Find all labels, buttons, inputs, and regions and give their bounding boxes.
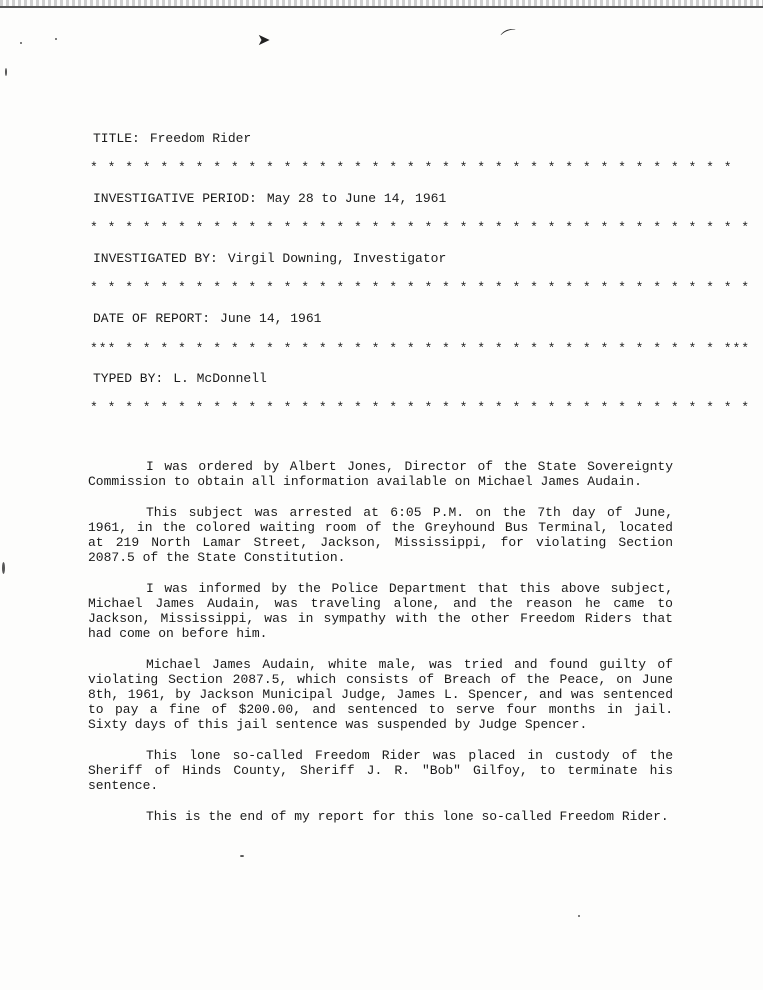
typed-by-field bbox=[93, 371, 267, 386]
separator-row: * * * * * * * * * * * * * * * * * * * * * * * * * * * * * * * * * * * * * * bbox=[90, 280, 751, 295]
separator-row: * * * * * * * * * * * * * * * * * * * * * * * * * * * * * * * * * * * * * bbox=[90, 160, 733, 175]
investigative-period-label: INVESTIGATIVE PERIOD: bbox=[93, 191, 257, 206]
typed-by-label: TYPED BY: bbox=[93, 371, 164, 386]
date-of-report-value: June 14, 1961 bbox=[220, 311, 322, 326]
report-paragraph: I was ordered by Albert Jones, Director of the State Sovereignty Commission to obtain all information available on Michael James Audain. bbox=[88, 459, 673, 489]
date-of-report-label: DATE OF REPORT: bbox=[93, 311, 211, 326]
page-top-edge bbox=[0, 0, 763, 8]
scan-mark-right: ⌒ bbox=[499, 25, 521, 50]
investigated-by-field bbox=[93, 251, 446, 266]
report-paragraph: This lone so-called Freedom Rider was placed in custody of the Sheriff of Hinds County, Sheriff J. R. "Bob" Gilfoy, to terminate his sentence. bbox=[88, 748, 673, 793]
investigated-by-label: INVESTIGATED BY: bbox=[93, 251, 218, 266]
scan-speck bbox=[5, 68, 7, 76]
report-paragraph: This is the end of my report for this lone so-called Freedom Rider. bbox=[146, 809, 669, 824]
scan-speck bbox=[2, 562, 5, 574]
investigative-period-field bbox=[93, 191, 446, 206]
investigated-by-value: Virgil Downing, Investigator bbox=[227, 251, 447, 266]
separator-row: * * * * * * * * * * * * * * * * * * * * * * * * * * * * * * * * * * * * * * bbox=[90, 400, 751, 415]
scan-speck bbox=[20, 42, 22, 44]
scan-speck bbox=[578, 915, 580, 917]
title-value: Freedom Rider bbox=[149, 131, 252, 146]
title-field bbox=[93, 131, 251, 146]
title-label: TITLE: bbox=[93, 131, 140, 146]
separator-row: *** * * * * * * * * * * * * * * * * * * * * * * * * * * * * * * * * * * *** bbox=[90, 341, 751, 356]
report-body bbox=[88, 459, 673, 840]
typed-by-value: L. McDonnell bbox=[173, 371, 267, 386]
separator-row: * * * * * * * * * * * * * * * * * * * * * * * * * * * * * * * * * * * * * * bbox=[90, 220, 751, 235]
scan-speck bbox=[240, 855, 244, 857]
report-paragraph: Michael James Audain, white male, was tried and found guilty of violating Section 2087.5, which consists of Breach of the Peace, on June 8th, 1961, by Jackson Municipal Judge, James L. Spencer, and was sentenced to pay a fine of $200.00, and sentenced to serve four months in jail. Sixty days of this jail sentence was suspended by Judge Spencer. bbox=[88, 657, 673, 732]
date-of-report-field bbox=[93, 311, 321, 326]
scan-mark-left: ➤ bbox=[257, 30, 271, 49]
report-paragraph: This subject was arrested at 6:05 P.M. on the 7th day of June, 1961, in the colored waiting room of the Greyhound Bus Terminal, located at 219 North Lamar Street, Jackson, Mississippi, for violating Section 2087.5 of the State Constitution. bbox=[88, 505, 673, 565]
investigative-period-value: May 28 to June 14, 1961 bbox=[266, 191, 447, 206]
report-paragraph: I was informed by the Police Department that this above subject, Michael James Audain, was traveling alone, and the reason he came to Jackson, Mississippi, was in sympathy with the other Freedom Riders that had come on before him. bbox=[88, 581, 673, 641]
scan-speck bbox=[55, 38, 57, 40]
